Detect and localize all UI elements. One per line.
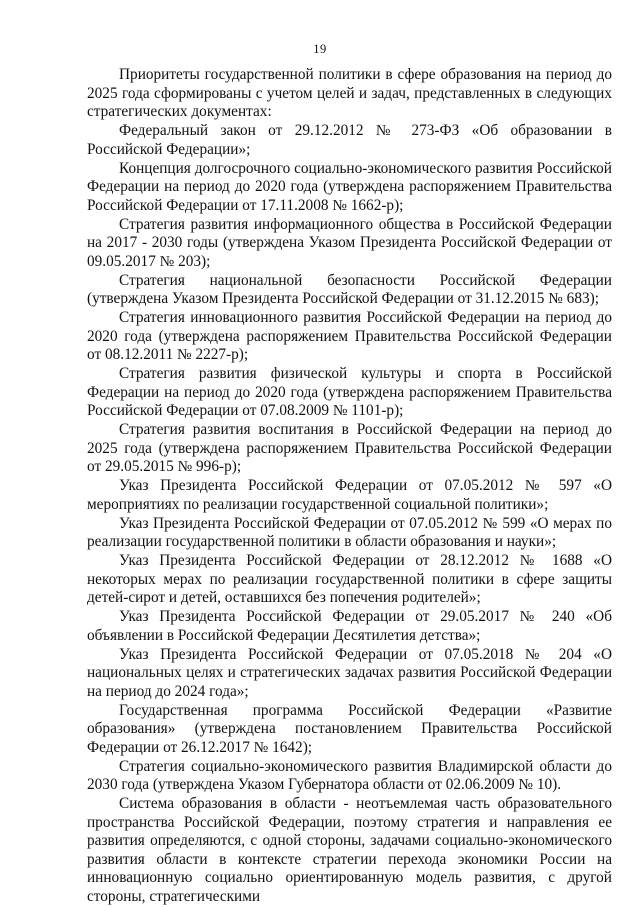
paragraph-decree-1688: Указ Президента Российской Федерации от 28.12.2012 № 1688 «О некоторых мерах по реализации государственной политики в сфере защиты детей-сирот и детей, оставшихся без попечения родителей»;	[87, 552, 612, 606]
paragraph-education-system: Система образования в области - неотъемлемая часть образовательного пространства Российской Федерации, поэтому стратегия и направления ее развития определяются, с одной стороны, задачами социально-экономического развития области в контексте стратегии перехода экономики России на инновационную социально ориентированную модель развития, с другой стороны, стратегическими	[87, 795, 612, 905]
paragraph-federal-law: Федеральный закон от 29.12.2012 № 273-ФЗ «Об образовании в Российской Федерации»;	[87, 122, 612, 158]
paragraph-national-security-strategy: Стратегия национальной безопасности Российской Федерации (утверждена Указом Президента Российской Федерации от 31.12.2015 № 683);	[87, 271, 612, 307]
paragraph-decree-597: Указ Президента Российской Федерации от 07.05.2012 № 597 «О мероприятиях по реализации государственной социальной политики»;	[87, 477, 612, 513]
paragraph-state-program: Государственная программа Российской Федерации «Развитие образования» (утверждена постановлением Правительства Российской Федерации от 26.12.2017 № 1642);	[87, 701, 612, 756]
paragraph-sport-strategy: Стратегия развития физической культуры и спорта в Российской Федерации на период до 2020 года (утверждена распоряжением Правительства Российской Федерации от 07.08.2009 № 1101-р);	[87, 365, 612, 419]
paragraph-concept-2020: Концепция долгосрочного социально-экономического развития Российской Федерации на период до 2020 года (утверждена распоряжением Правительства Российской Федерации от 17.11.2008 № 1662-р);	[87, 159, 612, 214]
paragraph-vladimir-strategy: Стратегия социально-экономического развития Владимирской области до 2030 года (утверждена Указом Губернатора области от 02.06.2009 № 10).	[87, 757, 612, 793]
paragraph-info-society-strategy: Стратегия развития информационного общества в Российской Федерации на 2017 - 2030 годы (утверждена Указом Президента Российской Федерации от 09.05.2017 № 203);	[87, 215, 612, 270]
paragraph-decree-204: Указ Президента Российской Федерации от 07.05.2018 № 204 «О национальных целях и стратегических задачах развития Российской Федерации на период до 2024 года»;	[87, 645, 612, 700]
paragraph-intro: Приоритеты государственной политики в сфере образования на период до 2025 года сформированы с учетом целей и задач, представленных в следующих стратегических документах:	[87, 66, 612, 120]
paragraph-innovation-strategy: Стратегия инновационного развития Российской Федерации на период до 2020 года (утверждена распоряжением Правительства Российской Федерации от 08.12.2011 № 2227-р);	[87, 309, 612, 363]
document-body	[87, 66, 612, 907]
page-number: 19	[313, 42, 327, 56]
paragraph-decree-599: Указ Президента Российской Федерации от 07.05.2012 № 599 «О мерах по реализации государственной политики в области образования и науки»;	[87, 514, 612, 550]
paragraph-decree-240: Указ Президента Российской Федерации от 29.05.2017 № 240 «Об объявлении в Российской Федерации Десятилетия детства»;	[87, 608, 612, 644]
paragraph-upbringing-strategy: Стратегия развития воспитания в Российской Федерации на период до 2025 года (утверждена распоряжением Правительства Российской Федерации от 29.05.2015 № 996-р);	[87, 421, 612, 475]
